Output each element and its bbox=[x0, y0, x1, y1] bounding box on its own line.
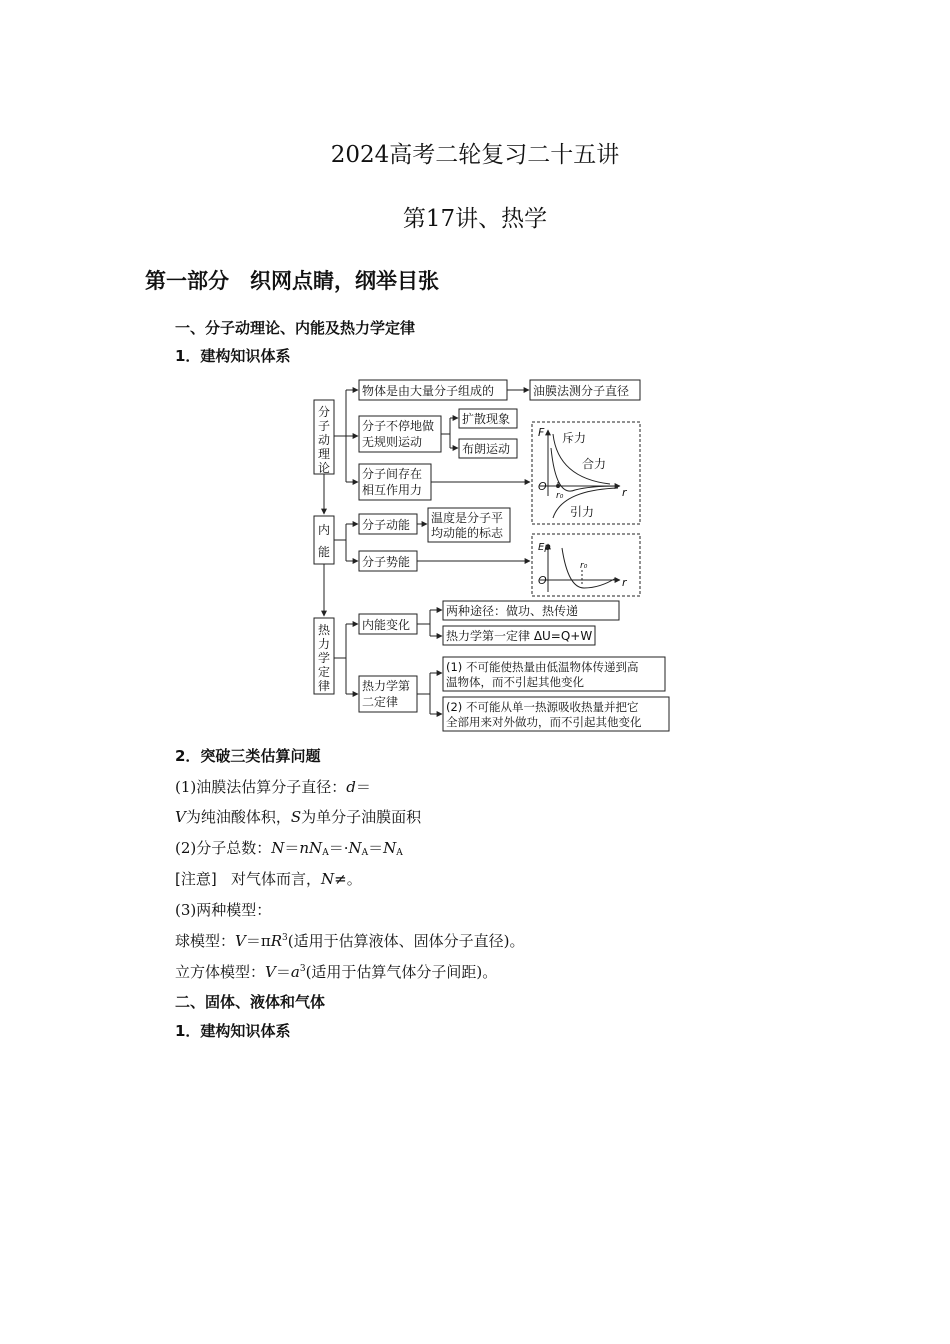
paragraph-note bbox=[175, 868, 362, 889]
node-force-line2: 相互作用力 bbox=[362, 483, 423, 497]
note-label: [注意] bbox=[175, 870, 217, 888]
var-N3: N bbox=[383, 839, 397, 857]
node-internal-energy-1: 内 bbox=[318, 523, 331, 537]
node-two-ways: 两种途径：做功、热传递 bbox=[446, 604, 579, 618]
node-brownian: 布朗运动 bbox=[462, 442, 511, 456]
node-motion-line2: 无规则运动 bbox=[362, 435, 423, 449]
subsection-heading-1: 1．建构知识体系 bbox=[175, 347, 291, 365]
note-text: 对气体而言， bbox=[231, 870, 322, 888]
graph2-y-label: Ep bbox=[538, 542, 551, 553]
text-eq3: ＝ bbox=[368, 839, 384, 857]
node-temperature-line2: 均动能的标志 bbox=[431, 526, 504, 540]
node-molecules: 物体是由大量分子组成的 bbox=[362, 384, 495, 398]
node-potential-energy: 分子势能 bbox=[362, 555, 411, 569]
text-sphere-usage: (适用于估算液体、固体分子直径)。 bbox=[287, 932, 525, 950]
graph1-y-label: F bbox=[538, 426, 545, 439]
var-d: d bbox=[346, 778, 356, 796]
node-temperature-line1: 温度是分子平 bbox=[431, 511, 504, 525]
node-kinetic-theory-2: 子 bbox=[318, 419, 331, 433]
node-internal-energy-2: 能 bbox=[318, 545, 331, 559]
graph1-origin: O bbox=[538, 480, 547, 493]
note-not-equal: ≠。 bbox=[334, 870, 362, 888]
exp-3-sphere: 3 bbox=[282, 933, 288, 943]
text-area: 为单分子油膜面积 bbox=[301, 808, 422, 826]
var-V-cube: V bbox=[265, 963, 276, 981]
var-V-sphere: V bbox=[235, 932, 246, 950]
part-heading: 第一部分 织网点睛，纲举目张 bbox=[145, 269, 439, 293]
knowledge-diagram bbox=[300, 378, 680, 734]
subsection-heading-3: 1．建构知识体系 bbox=[175, 1022, 291, 1040]
var-nN: nN bbox=[299, 839, 323, 857]
document-title: 2024高考二轮复习二十五讲 bbox=[330, 142, 620, 168]
node-thermo-laws-2: 力 bbox=[318, 637, 331, 651]
text-oil-film-label: (1)油膜法估算分子直径： bbox=[175, 778, 347, 796]
var-a: a bbox=[290, 963, 300, 981]
node-statement2-line2: 全部用来对外做功，而不引起其他变化 bbox=[446, 715, 642, 729]
var-N: N bbox=[271, 839, 285, 857]
text-count-label: (2)分子总数： bbox=[175, 839, 272, 857]
section-heading-2: 二、固体、液体和气体 bbox=[175, 993, 326, 1011]
var-N2: N bbox=[348, 839, 362, 857]
text-eq2: ＝· bbox=[328, 839, 349, 857]
node-kinetic-theory-1: 分 bbox=[318, 405, 331, 419]
node-diffusion: 扩散现象 bbox=[462, 412, 511, 426]
node-second-law-line2: 二定律 bbox=[362, 695, 399, 709]
note-var-N: N bbox=[321, 870, 335, 888]
node-motion-line1: 分子不停地做 bbox=[362, 419, 435, 433]
paragraph-models: (3)两种模型： bbox=[175, 901, 272, 919]
paragraph-oil-film bbox=[175, 776, 371, 797]
node-thermo-laws-4: 定 bbox=[318, 665, 331, 679]
graph1-repulsion: 斥力 bbox=[562, 431, 587, 445]
text-eq1: ＝ bbox=[284, 839, 300, 857]
node-thermo-laws-3: 学 bbox=[318, 651, 331, 665]
var-V: V bbox=[175, 808, 186, 826]
node-energy-change: 内能变化 bbox=[362, 618, 411, 632]
graph2-origin: O bbox=[538, 574, 547, 587]
node-kinetic-energy: 分子动能 bbox=[362, 518, 411, 532]
sub-A-3: A bbox=[396, 848, 403, 858]
graph1-r0: r₀ bbox=[556, 491, 564, 501]
node-statement1-line2: 温物体，而不引起其他变化 bbox=[446, 675, 584, 689]
paragraph-molecule-count bbox=[175, 837, 403, 858]
graph1-x-label: r bbox=[622, 486, 627, 499]
node-first-law: 热力学第一定律 ΔU=Q+W bbox=[446, 629, 593, 643]
text-sphere-label: 球模型： bbox=[175, 932, 236, 950]
graph1-resultant: 合力 bbox=[582, 457, 607, 471]
node-thermo-laws-1: 热 bbox=[318, 623, 331, 637]
node-kinetic-theory-5: 论 bbox=[318, 461, 331, 475]
text-volume: 为纯油酸体积， bbox=[185, 808, 291, 826]
text-equals: ＝ bbox=[355, 778, 371, 796]
node-kinetic-theory-3: 动 bbox=[318, 433, 331, 447]
paragraph-sphere-model bbox=[175, 930, 524, 951]
section-heading-1: 一、分子动理论、内能及热力学定律 bbox=[175, 319, 416, 337]
text-cube-usage: (适用于估算气体分子间距)。 bbox=[305, 963, 498, 981]
text-eq-cube: ＝ bbox=[275, 963, 291, 981]
graph2-x-label: r bbox=[622, 576, 627, 589]
node-second-law-line1: 热力学第 bbox=[362, 679, 411, 693]
node-statement1-line1: (1) 不可能使热量由低温物体传递到高 bbox=[446, 660, 639, 674]
var-R: R bbox=[270, 932, 283, 950]
subsection-heading-2: 2．突破三类估算问题 bbox=[175, 747, 321, 765]
paragraph-volume-area bbox=[175, 806, 421, 827]
paragraph-cube-model bbox=[175, 961, 497, 982]
graph1-attraction: 引力 bbox=[570, 505, 595, 519]
text-cube-label: 立方体模型： bbox=[175, 963, 266, 981]
node-thermo-laws-5: 律 bbox=[318, 679, 331, 693]
node-statement2-line1: (2) 不可能从单一热源吸收热量并把它 bbox=[446, 700, 639, 714]
sub-A-2: A bbox=[361, 848, 369, 858]
document-subtitle: 第17讲、热学 bbox=[402, 206, 548, 232]
graph2-r0: r₀ bbox=[580, 561, 588, 571]
sub-A-1: A bbox=[322, 848, 329, 858]
text-eq-pi: ＝π bbox=[245, 932, 271, 950]
var-S: S bbox=[290, 808, 302, 826]
exp-3-cube: 3 bbox=[299, 964, 306, 974]
node-kinetic-theory-4: 理 bbox=[318, 447, 331, 461]
node-force-line1: 分子间存在 bbox=[362, 467, 423, 481]
node-oil-film: 油膜法测分子直径 bbox=[533, 384, 630, 398]
